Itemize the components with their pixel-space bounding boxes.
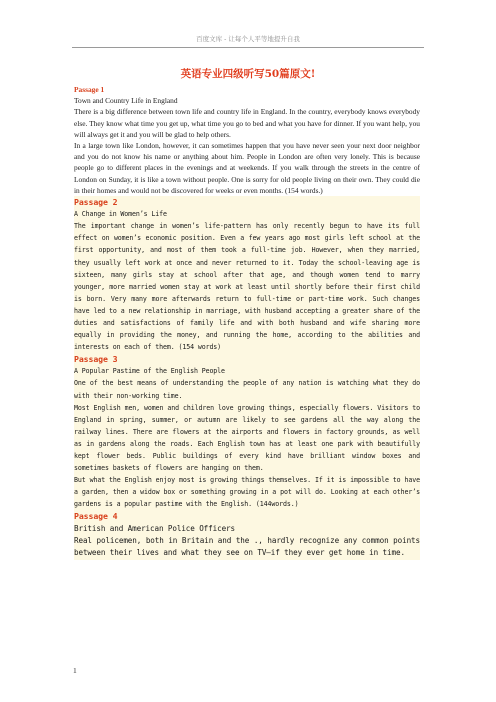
passage-3 [74,353,420,510]
passage-title: A Popular Pastime of the English People [74,367,225,376]
passage-2 [74,196,420,353]
passage-paragraph: In a large town like London, however, it can sometimes happen that you have never seen your next door neighbor and you do not know his name or anything about him. People in London are often very lonely. This is because people go to different places in the evenings and at weekends. If you walk through the streets in the centre of London on Sunday, it is like a town without people. One is sorry for old people living on their own. They could die in their homes and would not be discovered for weeks or even months. (154 words.) [74,141,420,195]
passage-paragraph: Real policemen, both in Britain and the ., hardly recognize any common points between their lives and what they see on TV—if they ever get home in time. [74,536,420,558]
passage-paragraph: But what the English enjoy most is growing things themselves. If it is impossible to have a garden, then a widow box or something growing in a pot will do. Looking at each other’s gardens is a popular pastime with the English. (144words.) [74,476,420,509]
page-header: 百度文库 - 让每个人平等地提升自我 [196,35,300,43]
passage-title: A Change in Women’s Life [74,210,167,219]
passage-label: Passage 2 [74,197,118,208]
passage-title: Town and Country Life in England [74,96,178,106]
page-number: 1 [73,666,77,675]
passage-title: British and American Police Officers [74,523,235,533]
passage-4 [74,510,420,559]
document-body [74,84,420,560]
passage-paragraph: One of the best means of understanding the people of any nation is watching what they do with their non-working time. [74,379,420,400]
passage-paragraph: Most English men, women and children love growing things, especially flowers. Visitors to England in spring, summer, or autumn are likely to see gardens all the way along the railway lines. There are flowers at the airports and flowers in factory grounds, as well as in gardens along the roads. Each English town has at least one park with beautifully kept flower beds. Public buildings of every kind have brilliant window boxes and sometimes baskets of flowers are hanging on them. [74,403,420,473]
passage-paragraph: The important change in women’s life-pattern has only recently begun to have its full effect on women’s economic position. Even a few years ago most girls left school at the first opportunity, and most of them took a full-time job. However, when they married, they usually left work at once and never returned to it. Today the school-leaving age is sixteen, many girls stay at school after that age, and though women tend to marry younger, more married women stay at work at least until shortly before their first child is born. Very many more afterwards return to full-time or part-time work. Such changes have led to a new relationship in marriage, with husband accepting a greater share of the duties and satisfactions of family life and with both husband and wife sharing more equally in providing the money, and running the home, according to the abilities and interests on each of them. (154 words) [74,222,420,352]
document-title: 英语专业四级听写50篇原文! [180,68,316,80]
header-divider [72,47,424,48]
passage-label: Passage 1 [74,85,105,94]
passage-1 [74,84,420,196]
passage-label: Passage 3 [74,354,118,365]
passage-paragraph: There is a big difference between town life and country life in England. In the country, everybody knows everybody else. They know what time you get up, what time you go to bed and what you have for dinner. If you want help, you will always get it and you will be glad to help others. [74,107,420,139]
passage-label: Passage 4 [74,511,118,522]
